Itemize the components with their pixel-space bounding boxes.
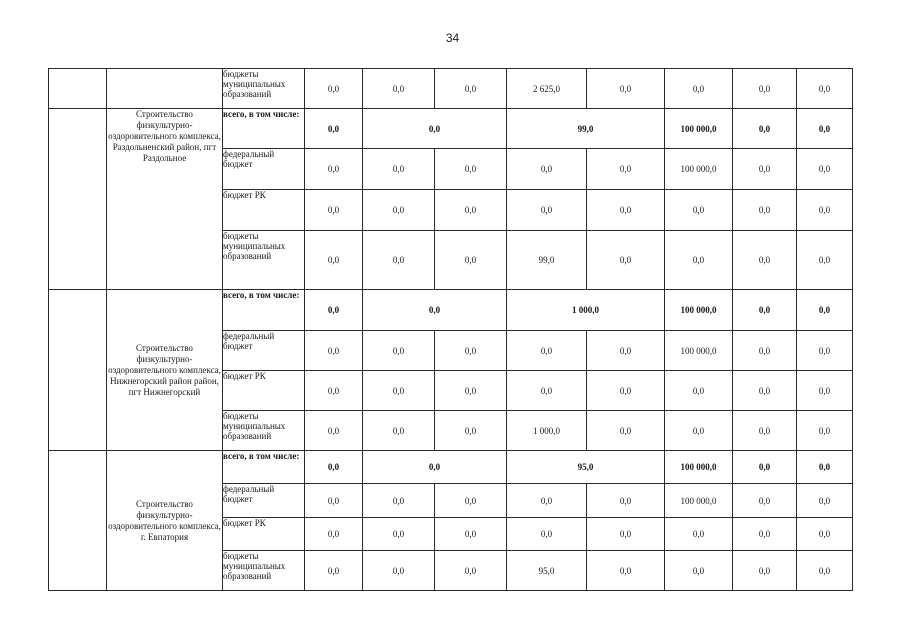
value-cell: 0,0 [363, 518, 435, 551]
value-cell: 0,0 [733, 190, 797, 231]
value-cell: 100 000,0 [665, 149, 733, 190]
value-cell: 0,0 [305, 451, 363, 484]
value-cell: 0,0 [305, 190, 363, 231]
value-cell: 0,0 [733, 551, 797, 591]
value-cell: 0,0 [507, 484, 587, 518]
value-cell: 0,0 [733, 231, 797, 290]
value-cell: 0,0 [733, 451, 797, 484]
funding-source-label: бюджет РК [223, 371, 305, 411]
value-cell: 0,0 [305, 290, 363, 331]
funding-source-label: федеральный бюджет [223, 149, 305, 190]
value-cell: 0,0 [363, 69, 435, 109]
budget-table [48, 68, 853, 591]
value-cell: 0,0 [733, 290, 797, 331]
value-cell: 95,0 [507, 451, 665, 484]
value-cell: 100 000,0 [665, 331, 733, 371]
value-cell: 100 000,0 [665, 484, 733, 518]
value-cell: 0,0 [797, 149, 853, 190]
number-cell [49, 290, 107, 451]
funding-source-label: всего, в том числе: [223, 451, 305, 484]
value-cell: 0,0 [797, 331, 853, 371]
value-cell: 1 000,0 [507, 411, 587, 451]
value-cell: 0,0 [733, 149, 797, 190]
value-cell: 0,0 [363, 411, 435, 451]
value-cell: 1 000,0 [507, 290, 665, 331]
value-cell: 0,0 [305, 484, 363, 518]
value-cell: 100 000,0 [665, 290, 733, 331]
number-cell [49, 69, 107, 109]
value-cell: 100 000,0 [665, 451, 733, 484]
value-cell: 0,0 [587, 484, 665, 518]
value-cell: 0,0 [733, 371, 797, 411]
value-cell: 0,0 [797, 69, 853, 109]
value-cell: 0,0 [363, 451, 507, 484]
value-cell: 0,0 [305, 371, 363, 411]
value-cell: 2 625,0 [507, 69, 587, 109]
value-cell: 95,0 [507, 551, 587, 591]
funding-source-label: бюджет РК [223, 518, 305, 551]
page-number: 34 [445, 31, 460, 45]
project-cell [107, 69, 223, 109]
value-cell: 0,0 [305, 518, 363, 551]
value-cell: 0,0 [507, 518, 587, 551]
value-cell: 0,0 [507, 149, 587, 190]
value-cell: 0,0 [587, 551, 665, 591]
table-row [49, 109, 853, 149]
value-cell: 0,0 [435, 484, 507, 518]
value-cell: 0,0 [665, 371, 733, 411]
value-cell: 0,0 [363, 109, 507, 149]
value-cell: 0,0 [363, 290, 507, 331]
funding-source-label: федеральный бюджет [223, 484, 305, 518]
number-cell [49, 109, 107, 290]
value-cell: 0,0 [363, 149, 435, 190]
value-cell: 0,0 [797, 411, 853, 451]
funding-source-label: всего, в том числе: [223, 109, 305, 149]
funding-source-label: бюджеты муниципальных образований [223, 231, 305, 290]
value-cell: 0,0 [507, 190, 587, 231]
value-cell: 100 000,0 [665, 109, 733, 149]
value-cell: 0,0 [305, 551, 363, 591]
value-cell: 0,0 [363, 371, 435, 411]
funding-source-label: бюджеты муниципальных образований [223, 551, 305, 591]
value-cell: 0,0 [507, 331, 587, 371]
value-cell: 99,0 [507, 109, 665, 149]
value-cell: 0,0 [435, 551, 507, 591]
value-cell: 0,0 [587, 190, 665, 231]
value-cell: 0,0 [363, 190, 435, 231]
value-cell: 0,0 [363, 484, 435, 518]
table-row [49, 451, 853, 484]
value-cell: 0,0 [797, 451, 853, 484]
value-cell: 0,0 [305, 411, 363, 451]
value-cell: 0,0 [665, 190, 733, 231]
value-cell: 0,0 [665, 518, 733, 551]
value-cell: 0,0 [305, 69, 363, 109]
value-cell: 0,0 [587, 411, 665, 451]
value-cell: 0,0 [305, 331, 363, 371]
value-cell: 0,0 [797, 371, 853, 411]
value-cell: 0,0 [733, 109, 797, 149]
value-cell: 0,0 [797, 109, 853, 149]
value-cell: 0,0 [587, 518, 665, 551]
value-cell: 0,0 [665, 69, 733, 109]
value-cell: 0,0 [587, 69, 665, 109]
value-cell: 0,0 [305, 231, 363, 290]
value-cell: 0,0 [435, 190, 507, 231]
value-cell: 0,0 [797, 231, 853, 290]
value-cell: 0,0 [797, 290, 853, 331]
value-cell: 0,0 [797, 190, 853, 231]
value-cell: 0,0 [587, 231, 665, 290]
funding-source-label: бюджет РК [223, 190, 305, 231]
value-cell: 0,0 [435, 518, 507, 551]
value-cell: 0,0 [435, 411, 507, 451]
value-cell: 0,0 [665, 411, 733, 451]
value-cell: 0,0 [733, 484, 797, 518]
funding-source-label: бюджеты муниципальных образований [223, 69, 305, 109]
value-cell: 0,0 [435, 331, 507, 371]
value-cell: 0,0 [587, 371, 665, 411]
value-cell: 0,0 [507, 371, 587, 411]
value-cell: 0,0 [363, 331, 435, 371]
value-cell: 0,0 [363, 231, 435, 290]
value-cell: 0,0 [733, 69, 797, 109]
project-name: Строительство физкультурно-оздоровительного комплекса, г. Евпатория [107, 451, 223, 591]
number-cell [49, 451, 107, 591]
table-row [49, 290, 853, 331]
value-cell: 0,0 [665, 231, 733, 290]
value-cell: 0,0 [733, 518, 797, 551]
value-cell: 0,0 [797, 484, 853, 518]
value-cell: 0,0 [797, 518, 853, 551]
project-name: Строительство физкультурно-оздоровительного комплекса, Раздольненский район, пгт Раздольное [107, 109, 223, 290]
value-cell: 0,0 [305, 149, 363, 190]
funding-source-label: бюджеты муниципальных образований [223, 411, 305, 451]
value-cell: 0,0 [665, 551, 733, 591]
value-cell: 0,0 [733, 331, 797, 371]
project-name: Строительство физкультурно-оздоровительного комплекса, Нижнегорский район район, пгт Нижнегорский [107, 290, 223, 451]
value-cell: 0,0 [587, 331, 665, 371]
value-cell: 0,0 [435, 149, 507, 190]
table-row [49, 69, 853, 109]
value-cell: 0,0 [435, 231, 507, 290]
value-cell: 0,0 [797, 551, 853, 591]
value-cell: 99,0 [507, 231, 587, 290]
value-cell: 0,0 [435, 69, 507, 109]
value-cell: 0,0 [363, 551, 435, 591]
value-cell: 0,0 [435, 371, 507, 411]
funding-source-label: федеральный бюджет [223, 331, 305, 371]
value-cell: 0,0 [305, 109, 363, 149]
funding-source-label: всего, в том числе: [223, 290, 305, 331]
value-cell: 0,0 [587, 149, 665, 190]
value-cell: 0,0 [733, 411, 797, 451]
